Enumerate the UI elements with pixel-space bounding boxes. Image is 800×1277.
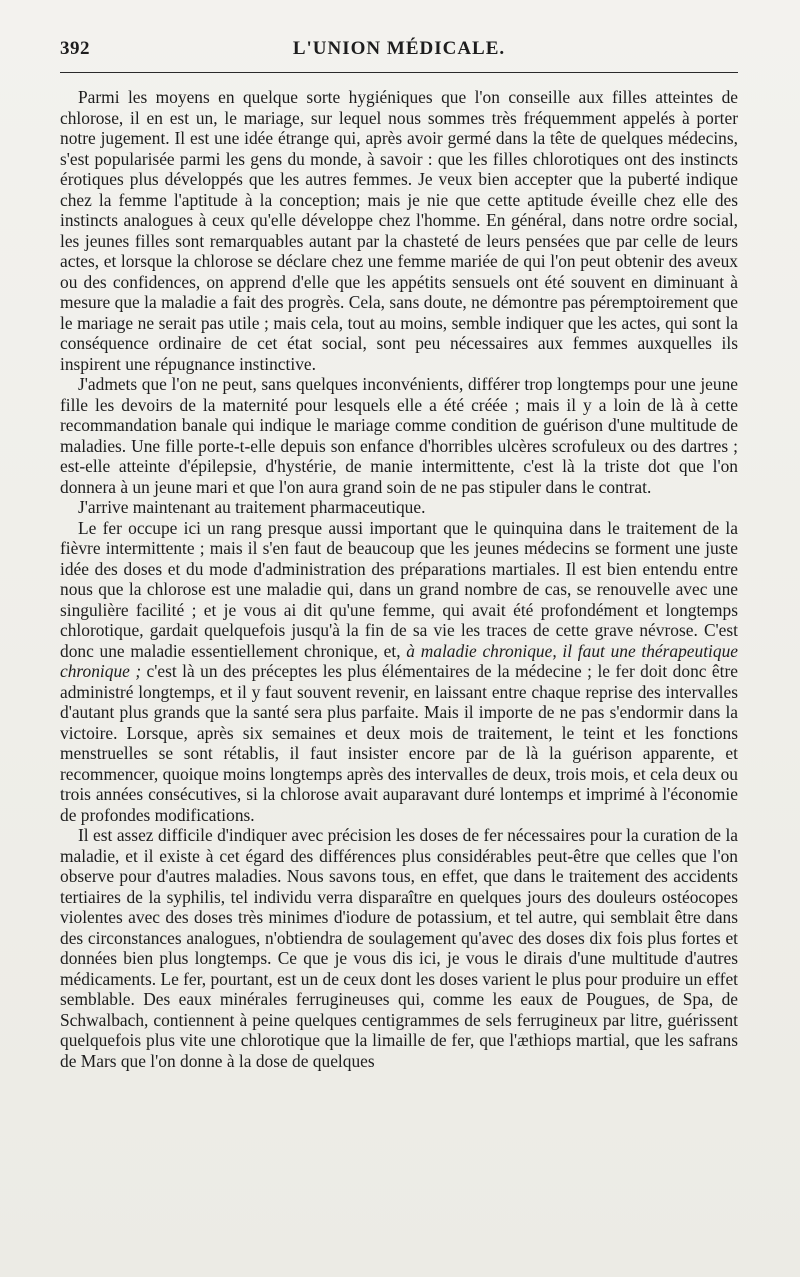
paragraph-text: c'est là un des préceptes les plus élémentaires de la médecine ; le fer doit donc être administré longtemps, et il y faut souvent revenir, en laissant entre chaque reprise des intervalles d'autant plus grands que la santé sera plus parfaite. Mais il importe de ne pas s'endormir dans la victoire. Lorsque, après six semaines et deux mois de traitement, le teint et les fonctions menstruelles se sont rétablis, il faut insister encore par de là la guérison apparente, et recommencer, quoique moins longtemps après des intervalles de deux, trois mois, et cela deux ou trois années consécutives, si la chlorose avait auparavant duré lontemps et imprimé à l'économie de profondes modifications. <box>60 661 738 825</box>
italic-maxim: à maladie chronique, il faut une thérapeutique chronique ; <box>60 640 738 681</box>
running-title: L'UNION MÉDICALE. <box>292 38 506 59</box>
paragraph: Parmi les moyens en quelque sorte hygiéniques que l'on conseille aux filles atteintes de chlorose, il en est un, le mariage, sur lequel nous sommes très fréquemment appelés à porter notre jugement. Il est une idée étrange qui, après avoir germé dans la tête de quelques médecins, s'est popularisée parmi les gens du monde, à savoir : que les filles chlorotiques ont des instincts érotiques plus développés que les autres femmes. Je veux bien accepter que la puberté indique chez la femme l'aptitude à la conception; mais je nie que cette aptitude éveille chez elle des instincts analogues à ceux qu'elle développe chez l'homme. En général, dans notre ordre social, les jeunes filles sont remarquables autant par la chasteté de leurs pensées que par celle de leurs actes, et lorsque la chlorose se déclare chez une femme mariée de qui l'on peut obtenir des aveux ou des confidences, on apprend d'elle que les appétits sensuels ont été souvent en diminuant à mesure que la maladie a fait des progrès. Cela, sans doute, ne démontre pas péremptoirement que le mariage ne serait pas utile ; mais cela, tout au moins, semble indiquer que les actes, qui sont la conséquence ordinaire de cet état social, sont peu nécessaires aux femmes auxquelles ils inspirent une répugnance instinctive. <box>60 87 738 374</box>
page-header <box>60 36 738 70</box>
page-number: 392 <box>60 38 90 59</box>
article-body <box>60 87 738 1071</box>
header-rule <box>60 72 738 73</box>
paragraph <box>60 518 738 826</box>
paragraph-text: Le fer occupe ici un rang presque aussi important que le quinquina dans le traitement de la fièvre intermittente ; mais il s'en faut de beaucoup que les jeunes médecins se forment une juste idée des doses et du mode d'administration des préparations martiales. Il est bien entendu entre nous que la chlorose est une maladie qui, dans un grand nombre de cas, se renouvelle avec une singulière facilité ; et je vous ai dit qu'une femme, qui avait été profondément et longtemps chlorotique, gardait quelquefois jusqu'à la fin de sa vie les traces de cette grave névrose. C'est donc une maladie essentiellement chronique, et, <box>60 517 738 661</box>
paragraph: J'arrive maintenant au traitement pharmaceutique. <box>78 497 426 517</box>
paragraph: J'admets que l'on ne peut, sans quelques inconvénients, différer trop longtemps pour une jeune fille les devoirs de la maternité pour lesquels elle a été créée ; mais il y a loin de là à cette recommandation banale qui indique le mariage comme condition de guérison d'une multitude de maladies. Une fille porte-t-elle depuis son enfance d'horribles ulcères scrofuleux ou des dartres ; est-elle atteinte d'épilepsie, d'hystérie, de manie intermittente, c'est là la triste dot que l'on donnera à un jeune mari et que l'on aura grand soin de ne pas stipuler dans le contrat. <box>60 374 738 497</box>
paragraph: Il est assez difficile d'indiquer avec précision les doses de fer nécessaires pour la curation de la maladie, et il existe à cet égard des différences plus considérables peut-être que celles que l'on observe pour d'autres maladies. Nous savons tous, en effet, que dans le traitement des accidents tertiaires de la syphilis, tel individu verra disparaître en quelques jours des douleurs ostéocopes violentes avec des doses très minimes d'iodure de potassium, et tel autre, qui semblait être dans des circonstances analogues, n'obtiendra de soulagement qu'avec des doses dix fois plus fortes et données bien plus longtemps. Ce que je vous dis ici, je vous le dirais d'une multitude d'autres médicaments. Le fer, pourtant, est un de ceux dont les doses varient le plus pour produire un effet semblable. Des eaux minérales ferrugineuses qui, comme les eaux de Pougues, de Spa, de Schwalbach, contiennent à peine quelques centigrammes de sels ferrugineux par litre, guérissent quelquefois plus vite une chlorotique que la limaille de fer, que l'æthiops martial, que les safrans de Mars que l'on donne à la dose de quelques <box>60 825 738 1071</box>
